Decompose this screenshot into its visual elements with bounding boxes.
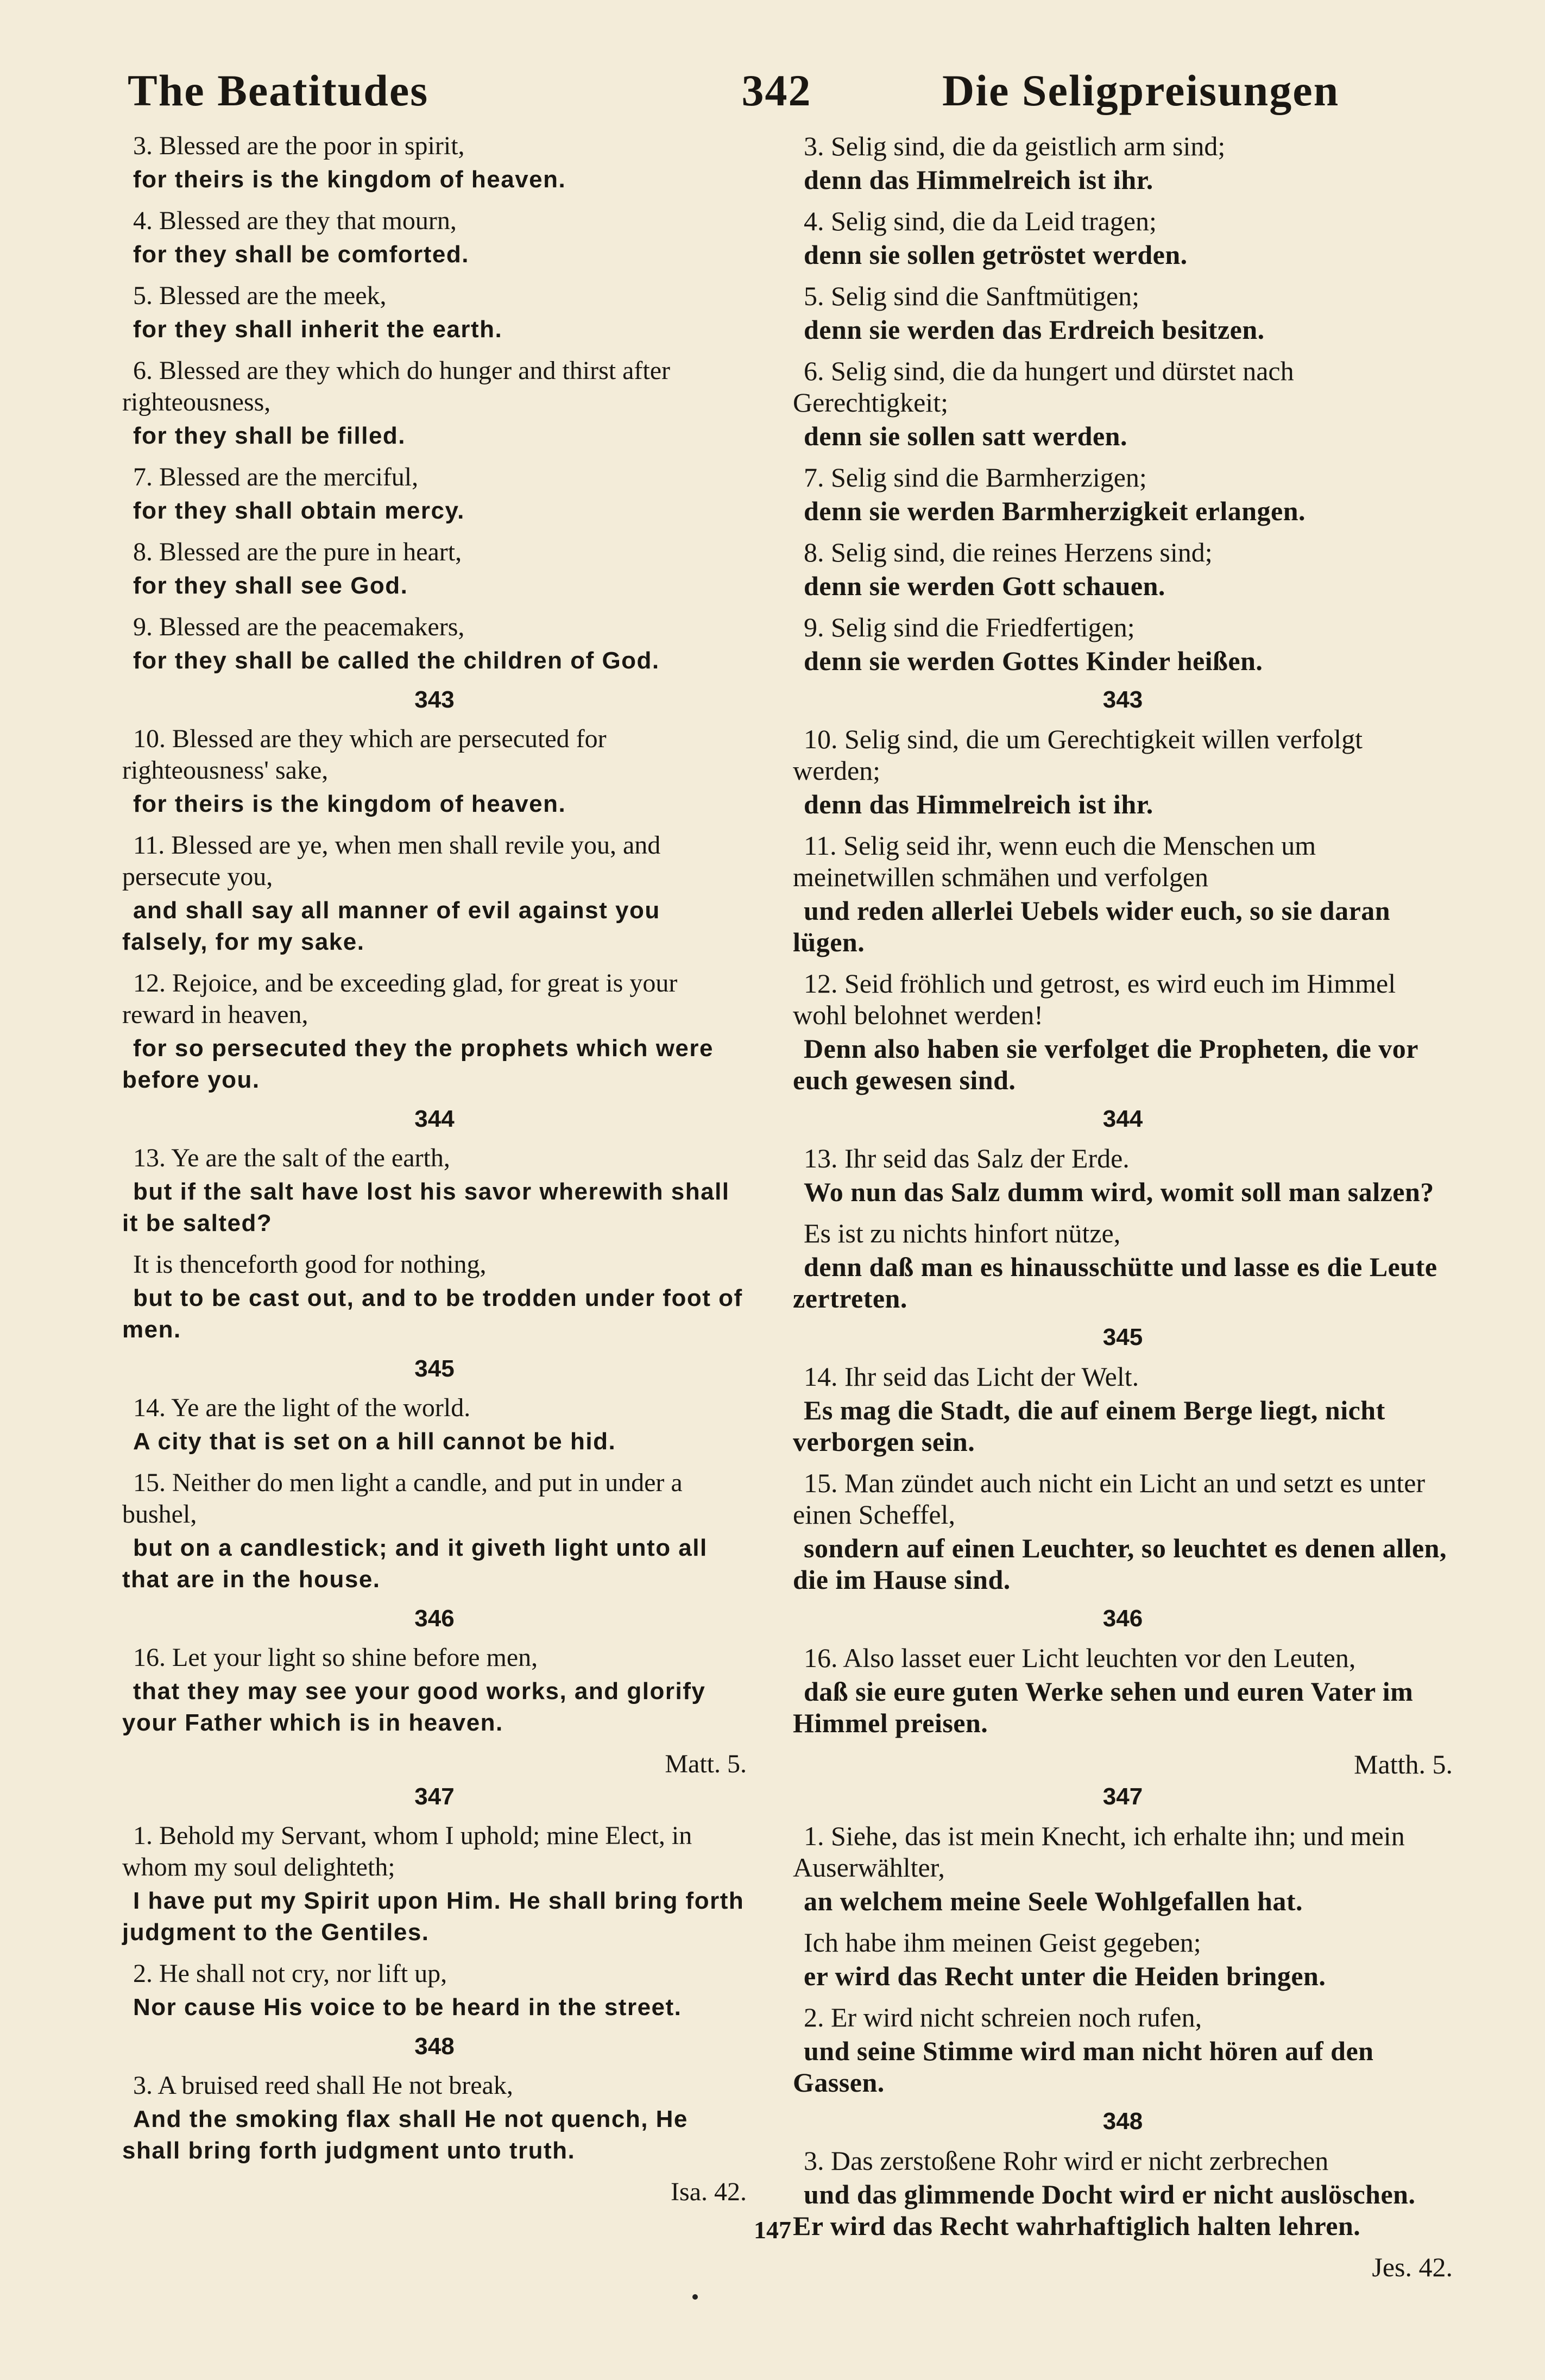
verse-response: und das glimmende Docht wird er nicht auslöschen. Er wird das Recht wahrhaftiglich halten lehren. (793, 2179, 1416, 2241)
selection-number: 346 (1102, 1605, 1143, 1632)
verse-text: 9. Blessed are the peacemakers, (133, 613, 465, 641)
page-header (0, 65, 1545, 130)
verse-response: er wird das Recht unter die Heiden bringen. (804, 1961, 1326, 1991)
verse-response: Wo nun das Salz dumm wird, womit soll man salzen? (804, 1177, 1434, 1207)
verse-response: for theirs is the kingdom of heaven. (133, 791, 566, 817)
verse (793, 1142, 1453, 1208)
verse (122, 1467, 747, 1595)
verse-response: an welchem meine Seele Wohlgefallen hat. (804, 1886, 1303, 1916)
verse-text: 9. Selig sind die Friedfertigen; (804, 612, 1135, 642)
verse-text: 5. Selig sind die Sanftmütigen; (804, 281, 1140, 311)
verse (793, 1361, 1453, 1457)
verse (793, 355, 1453, 452)
verse-text: 16. Let your light so shine before men, (133, 1643, 538, 1672)
verse-response: und reden allerlei Uebels wider euch, so sie daran lügen. (793, 895, 1391, 957)
page-number: 147 (754, 2216, 791, 2244)
printer-dot (692, 2294, 698, 2300)
verse-text: 7. Blessed are the merciful, (133, 463, 419, 491)
verse (122, 130, 747, 195)
verse-text: 10. Blessed are they which are persecuted for righteousness' sake, (122, 724, 607, 785)
english-column (122, 130, 747, 2208)
verse-response: And the smoking flax shall He not quench, He shall bring forth judgment unto truth. (122, 2106, 688, 2164)
verse-text: 16. Also lasset euer Licht leuchten vor den Leuten, (804, 1643, 1356, 1673)
verse-response: but on a candlestick; and it giveth light unto all that are in the house. (122, 1535, 708, 1593)
verse (793, 830, 1453, 958)
verse-response: sondern auf einen Leuchter, so leuchtet es denen allen, die im Hause sind. (793, 1533, 1447, 1595)
verse (793, 611, 1453, 677)
verse (122, 355, 747, 452)
verse-response: denn daß man es hinausschütte und lasse es die Leute zertreten. (793, 1252, 1437, 1314)
verse-response: und seine Stimme wird man nicht hören auf den Gassen. (793, 2036, 1374, 2098)
verse-response: for they shall be comforted. (133, 241, 469, 268)
verse-text: 8. Blessed are the pure in heart, (133, 538, 462, 566)
selection-number: 348 (414, 2033, 455, 2060)
selection-number: 343 (414, 686, 455, 713)
verse-response: for they shall inherit the earth. (133, 316, 503, 343)
selection-number: 345 (414, 1355, 455, 1382)
verse-text: 3. Selig sind, die da geistlich arm sind; (804, 131, 1226, 161)
verse-response: for theirs is the kingdom of heaven. (133, 166, 566, 193)
german-column (793, 130, 1453, 2283)
verse-text: 7. Selig sind die Barmherzigen; (804, 462, 1147, 493)
verse (122, 1249, 747, 1346)
verse (122, 205, 747, 270)
verse-response: denn sie werden Gott schauen. (804, 571, 1165, 601)
verse (793, 130, 1453, 195)
verse-response: daß sie eure guten Werke sehen und euren Vater im Himmel preisen. (793, 1676, 1414, 1738)
scripture-reference: Matt. 5. (665, 1750, 747, 1778)
verse-response: but if the salt have lost his savor wherewith shall it be salted? (122, 1178, 730, 1236)
verse (793, 2002, 1453, 2098)
verse-text: 2. He shall not cry, nor lift up, (133, 1959, 447, 1988)
verse (793, 1642, 1453, 1739)
verse (122, 2070, 747, 2167)
verse-response: for they shall see God. (133, 572, 408, 599)
verse-text: Ich habe ihm meinen Geist gegeben; (804, 1927, 1201, 1958)
verse-response: and shall say all manner of evil against you falsely, for my sake. (122, 897, 660, 955)
verse-text: 4. Selig sind, die da Leid tragen; (804, 206, 1157, 236)
verse-response: for they shall be called the children of God. (133, 647, 660, 674)
selection-number: 344 (414, 1106, 455, 1132)
verse-text: 13. Ihr seid das Salz der Erde. (804, 1143, 1130, 1173)
verse (793, 1820, 1453, 1917)
verse (122, 536, 747, 602)
verse-response: but to be cast out, and to be trodden under foot of men. (122, 1285, 743, 1343)
verse (122, 1958, 747, 2023)
verse-response: Denn also haben sie verfolget die Propheten, die vor euch gewesen sind. (793, 1033, 1418, 1095)
scripture-reference: Jes. 42. (1372, 2252, 1453, 2282)
scripture-reference: Matth. 5. (1354, 1749, 1453, 1779)
selection-number: 344 (1102, 1106, 1143, 1132)
verse-response: denn sie sollen getröstet werden. (804, 239, 1188, 270)
verse-response: for they shall be filled. (133, 422, 406, 449)
verse-response: that they may see your good works, and glorify your Father which is in heaven. (122, 1678, 706, 1736)
verse-response: denn sie werden Barmherzigkeit erlangen. (804, 496, 1306, 526)
verse-response: denn sie werden Gottes Kinder heißen. (804, 646, 1263, 676)
verse-text: It is thenceforth good for nothing, (133, 1250, 487, 1279)
verse-text: 14. Ihr seid das Licht der Welt. (804, 1361, 1139, 1392)
verse-response: denn das Himmelreich ist ihr. (804, 789, 1153, 819)
verse-text: Es ist zu nichts hinfort nütze, (804, 1218, 1121, 1248)
verse (793, 723, 1453, 820)
verse-text: 5. Blessed are the meek, (133, 281, 387, 310)
verse-text: 3. Das zerstoßene Rohr wird er nicht zerbrechen (804, 2145, 1329, 2176)
selection-number: 347 (414, 1783, 455, 1810)
verse (122, 830, 747, 958)
header-title-english: The Beatitudes (128, 66, 429, 115)
verse-response: I have put my Spirit upon Him. He shall bring forth judgment to the Gentiles. (122, 1887, 745, 1946)
verse (793, 1217, 1453, 1314)
verse-text: 3. Blessed are the poor in spirit, (133, 131, 465, 160)
verse-response: Nor cause His voice to be heard in the street. (133, 1994, 682, 2021)
verse (793, 536, 1453, 602)
verse-text: 3. A bruised reed shall He not break, (133, 2071, 513, 2100)
verse-response: Es mag die Stadt, die auf einem Berge liegt, nicht verborgen sein. (793, 1395, 1385, 1457)
header-title-german: Die Seligpreisungen (942, 66, 1340, 115)
verse (793, 462, 1453, 527)
verse-text: 11. Blessed are ye, when men shall revile you, and persecute you, (122, 831, 661, 891)
scripture-reference: Isa. 42. (671, 2177, 747, 2206)
verse-text: 4. Blessed are they that mourn, (133, 206, 457, 235)
selection-number: 347 (1102, 1783, 1143, 1810)
verse-text: 8. Selig sind, die reines Herzens sind; (804, 537, 1213, 567)
verse (793, 1467, 1453, 1595)
verse-text: 6. Selig sind, die da hungert und dürstet nach Gerechtigkeit; (793, 356, 1294, 418)
verse-text: 13. Ye are the salt of the earth, (133, 1144, 450, 1172)
selection-number: 348 (1102, 2108, 1143, 2135)
verse-text: 12. Seid fröhlich und getrost, es wird euch im Himmel wohl belohnet werden! (793, 968, 1396, 1030)
verse (122, 1392, 747, 1457)
verse-text: 1. Behold my Servant, whom I uphold; mine Elect, in whom my soul delighteth; (122, 1821, 692, 1882)
verse (122, 723, 747, 820)
verse (793, 968, 1453, 1096)
verse-response: for so persecuted they the prophets which were before you. (122, 1035, 714, 1093)
verse-response: denn das Himmelreich ist ihr. (804, 165, 1153, 195)
verse-text: 14. Ye are the light of the world. (133, 1393, 471, 1422)
verse-text: 10. Selig sind, die um Gerechtigkeit willen verfolgt werden; (793, 724, 1363, 786)
verse (122, 462, 747, 527)
verse (122, 1820, 747, 1948)
selection-number: 345 (1102, 1324, 1143, 1350)
verse-response: A city that is set on a hill cannot be hid. (133, 1428, 616, 1455)
verse (122, 1142, 747, 1239)
verse-text: 15. Neither do men light a candle, and put in under a bushel, (122, 1468, 683, 1529)
verse-text: 12. Rejoice, and be exceeding glad, for great is your reward in heaven, (122, 969, 678, 1029)
verse (793, 205, 1453, 270)
verse-text: 6. Blessed are they which do hunger and thirst after righteousness, (122, 356, 671, 416)
verse-text: 1. Siehe, das ist mein Knecht, ich erhalte ihn; und mein Auserwählter, (793, 1821, 1405, 1883)
verse (793, 1927, 1453, 1992)
verse-text: 15. Man zündet auch nicht ein Licht an und setzt es unter einen Scheffel, (793, 1468, 1426, 1530)
verse (122, 968, 747, 1096)
verse (122, 280, 747, 345)
selection-number: 343 (1102, 686, 1143, 713)
verse (122, 611, 747, 677)
verse-response: for they shall obtain mercy. (133, 497, 465, 524)
selection-number: 346 (414, 1605, 455, 1632)
verse-response: denn sie werden das Erdreich besitzen. (804, 314, 1265, 345)
verse-text: 2. Er wird nicht schreien noch rufen, (804, 2002, 1202, 2032)
verse-text: 11. Selig seid ihr, wenn euch die Menschen um meinetwillen schmähen und verfolgen (793, 830, 1316, 892)
header-number: 342 (741, 66, 812, 115)
verse (122, 1642, 747, 1739)
verse-response: denn sie sollen satt werden. (804, 421, 1127, 451)
verse (793, 280, 1453, 345)
